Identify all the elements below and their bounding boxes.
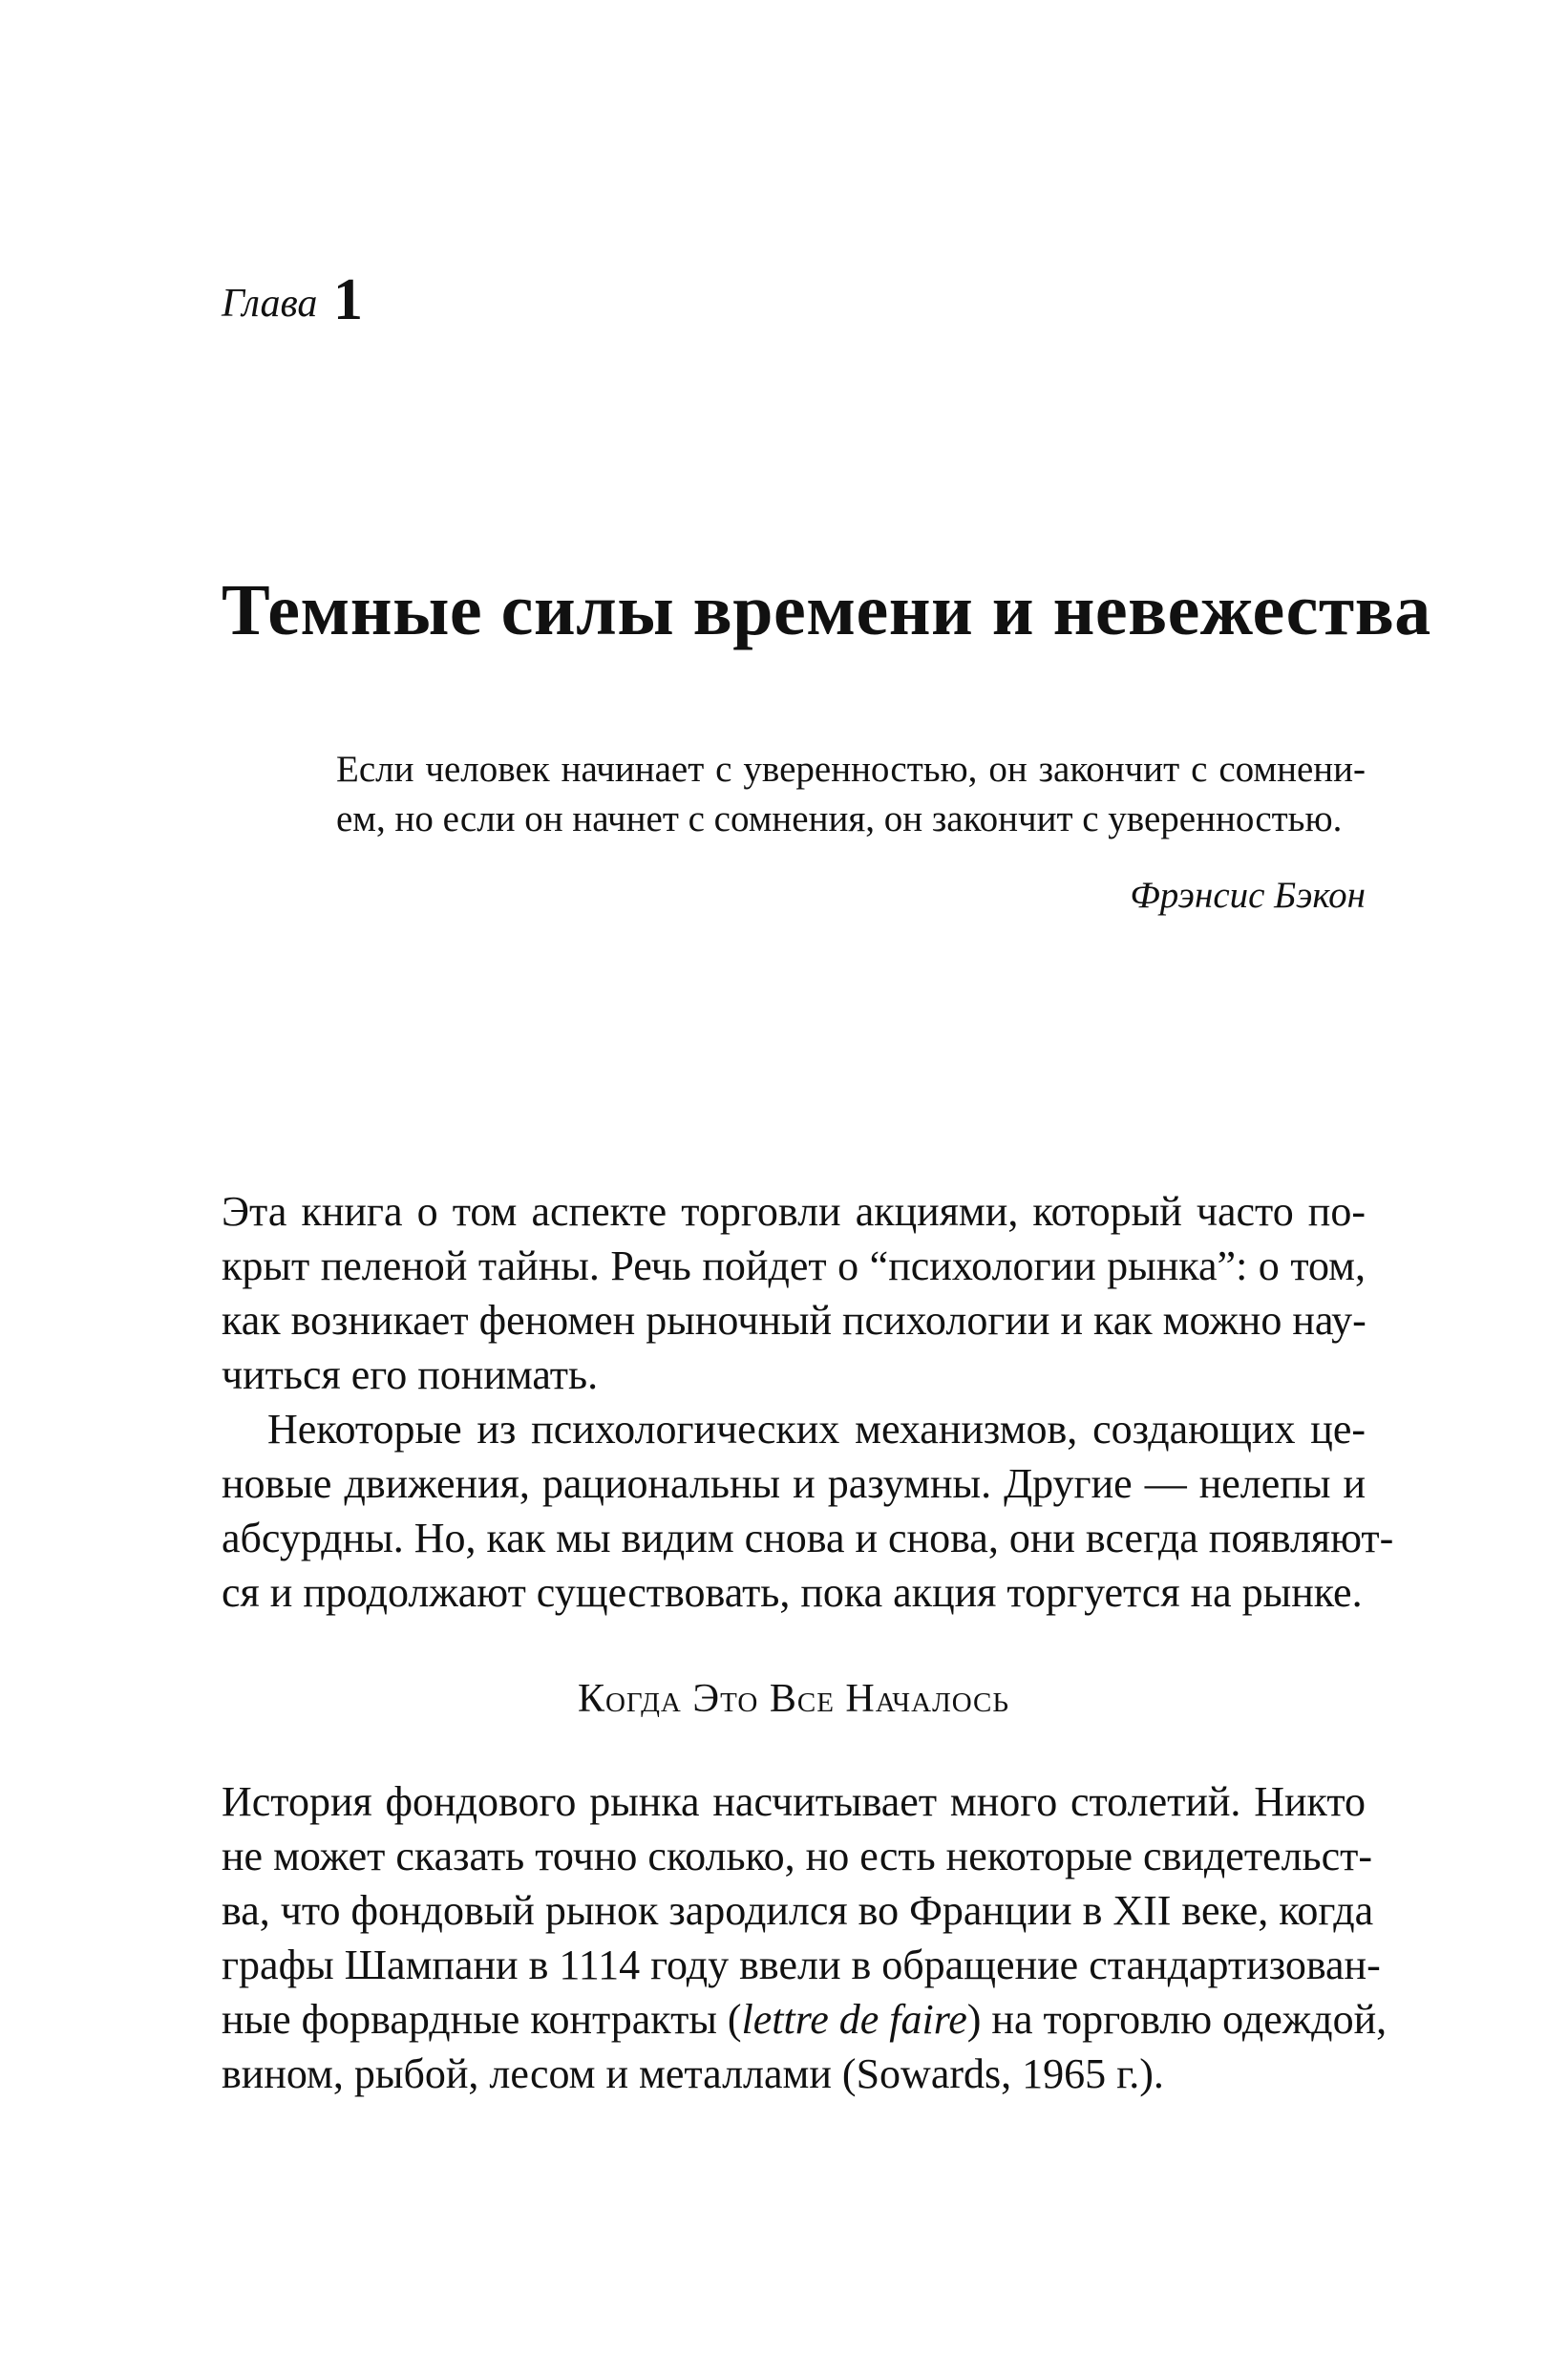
epigraph-line: ем, но если он начнет с сомнения, он закончит с уверенностью. <box>336 798 1343 839</box>
paragraph-line: Некоторые из психологических механизмов, создающих це- <box>267 1406 1366 1453</box>
paragraph-intro <box>222 1184 1366 1402</box>
paragraph-line: вином, рыбой, лесом и металлами (Sowards, 1965 г.). <box>222 2050 1164 2097</box>
paragraph-history <box>222 1774 1388 2101</box>
paragraph-line: крыт пеленой тайны. Речь пойдет о “психологии рынка”: о том, <box>222 1242 1366 1289</box>
chapter-number: 1 <box>332 267 363 332</box>
paragraph-line: читься его понимать. <box>222 1351 599 1398</box>
paragraph-line: ва, что фондовый рынок зародился во Франции в XII веке, когда <box>222 1887 1374 1934</box>
paragraph-line: Эта книга о том аспекте торговли акциями, который часто по- <box>222 1188 1366 1235</box>
italic-term: lettre de faire <box>741 1996 967 2043</box>
line-text: ) на торговлю одеждой, <box>966 1996 1388 2043</box>
chapter-label <box>222 267 363 332</box>
chapter-title: Темные силы времени и невежества <box>222 570 1431 650</box>
paragraph-line: новые движения, рациональны и разумны. Другие — нелепы и <box>222 1460 1366 1507</box>
paragraph-line: как возникает феномен рыночный психологии и как можно нау- <box>222 1297 1367 1344</box>
chapter-label-word: Глава <box>222 282 318 326</box>
line-text: ные форвардные контракты ( <box>222 1996 742 2043</box>
paragraph-line: не может сказать точно сколько, но есть некоторые свидетельст- <box>222 1833 1373 1879</box>
epigraph-author: Фрэнсис Бэкон <box>1130 875 1366 916</box>
paragraph-line: графы Шампани в 1114 году ввели в обращение стандартизован- <box>222 1942 1381 1988</box>
paragraph-line: ся и продолжают существовать, пока акция торгуется на рынке. <box>222 1569 1363 1616</box>
paragraph-mechanisms <box>222 1402 1394 1620</box>
paragraph-line: История фондового рынка насчитывает много столетий. Никто <box>222 1778 1366 1825</box>
epigraph-line: Если человек начинает с уверенностью, он закончит с сомнени- <box>336 749 1366 790</box>
paragraph-line: абсурдны. Но, как мы видим снова и снова, они всегда появляют- <box>222 1515 1394 1561</box>
epigraph-quote <box>336 745 1366 844</box>
section-heading: Когда Это Все Началось <box>577 1677 1010 1721</box>
paragraph-line <box>222 1992 1388 2047</box>
